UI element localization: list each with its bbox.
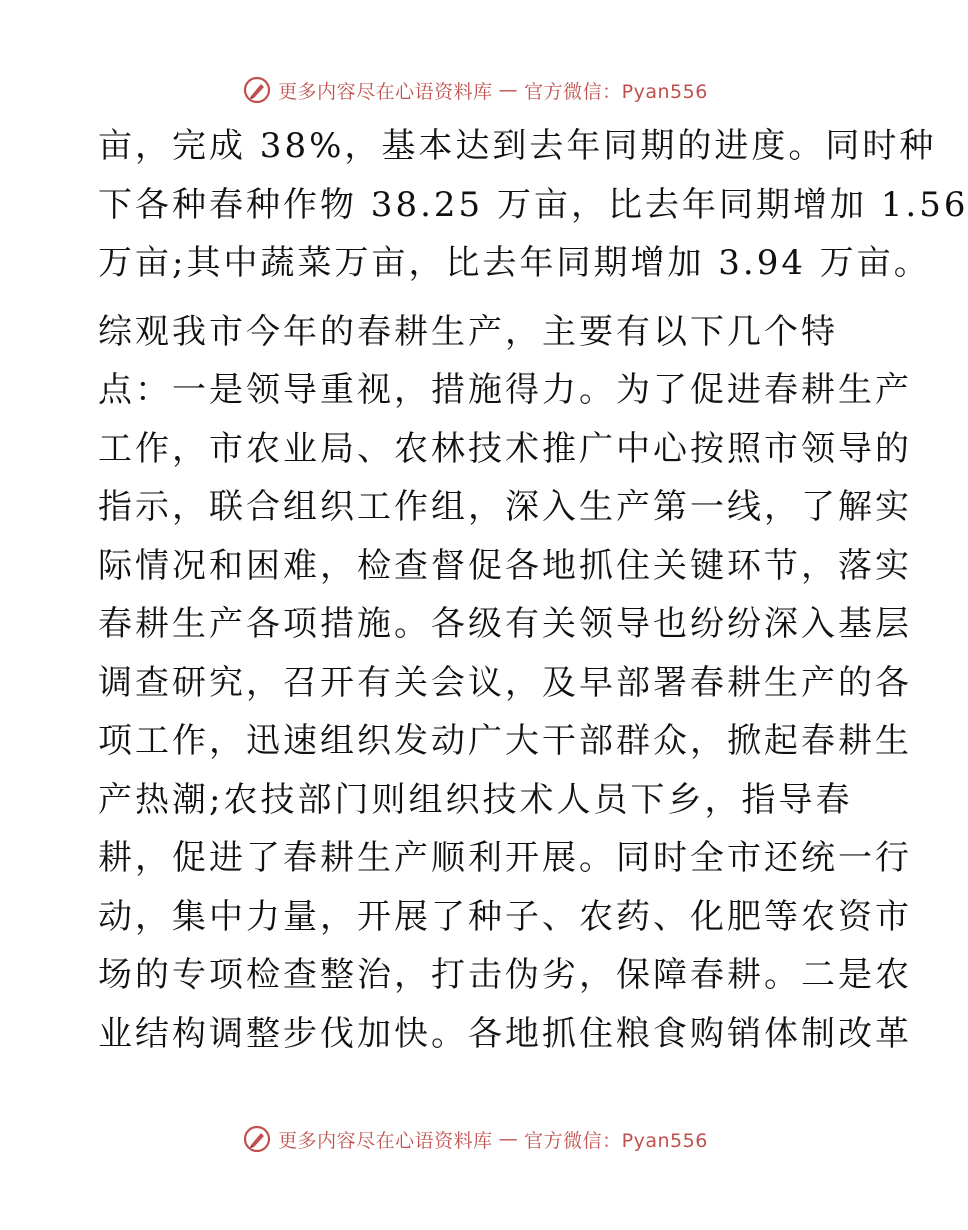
text-line: 项工作，迅速组织发动广大干部群众，掀起春耕生 bbox=[98, 721, 912, 761]
text-line: 下各种春种作物 38.25 万亩，比去年同期增加 1.56 bbox=[98, 184, 968, 225]
text-line: 耕，促进了春耕生产顺利开展。同时全市还统一行 bbox=[98, 838, 912, 878]
document-body bbox=[98, 117, 968, 1063]
text-line: 万亩;其中蔬菜万亩，比去年同期增加 3.94 万亩。 bbox=[98, 243, 931, 283]
text-line: 产热潮;农技部门则组织技术人员下乡，指导春 bbox=[98, 779, 853, 820]
text-line: 动，集中力量，开展了种子、农药、化肥等农资市 bbox=[98, 896, 912, 937]
text-line: 场的专项检查整治，打击伪劣，保障春耕。二是农 bbox=[98, 955, 912, 995]
text-line: 指示，联合组织工作组，深入生产第一线，了解实 bbox=[98, 487, 912, 527]
footer-watermark-banner bbox=[0, 1119, 950, 1159]
pen-logo-icon bbox=[242, 1124, 272, 1154]
banner-text: 更多内容尽在心语资料库 bbox=[278, 80, 493, 103]
banner-separator: — bbox=[498, 79, 519, 101]
banner-separator: — bbox=[498, 1128, 519, 1150]
banner-wechat: 官方微信：Pyan556 bbox=[524, 80, 708, 103]
banner-wechat: 官方微信：Pyan556 bbox=[524, 1129, 708, 1152]
text-line: 业结构调整步伐加快。各地抓住粮食购销体制改革 bbox=[98, 1013, 912, 1054]
banner-text: 更多内容尽在心语资料库 bbox=[278, 1129, 493, 1152]
text-line: 调查研究，召开有关会议，及早部署春耕生产的各 bbox=[98, 662, 912, 703]
text-line: 工作，市农业局、农林技术推广中心按照市领导的 bbox=[98, 428, 912, 469]
text-line: 际情况和困难，检查督促各地抓住关键环节，落实 bbox=[98, 545, 912, 586]
header-watermark-banner bbox=[0, 70, 950, 110]
text-line: 春耕生产各项措施。各级有关领导也纷纷深入基层 bbox=[98, 604, 912, 644]
pen-logo-icon bbox=[242, 75, 272, 105]
text-line: 点：一是领导重视，措施得力。为了促进春耕生产 bbox=[98, 370, 912, 410]
paragraph-start-line: 综观我市今年的春耕生产，主要有以下几个特 bbox=[98, 311, 838, 352]
text-line: 亩，完成 38%，基本达到去年同期的进度。同时种 bbox=[98, 126, 937, 166]
